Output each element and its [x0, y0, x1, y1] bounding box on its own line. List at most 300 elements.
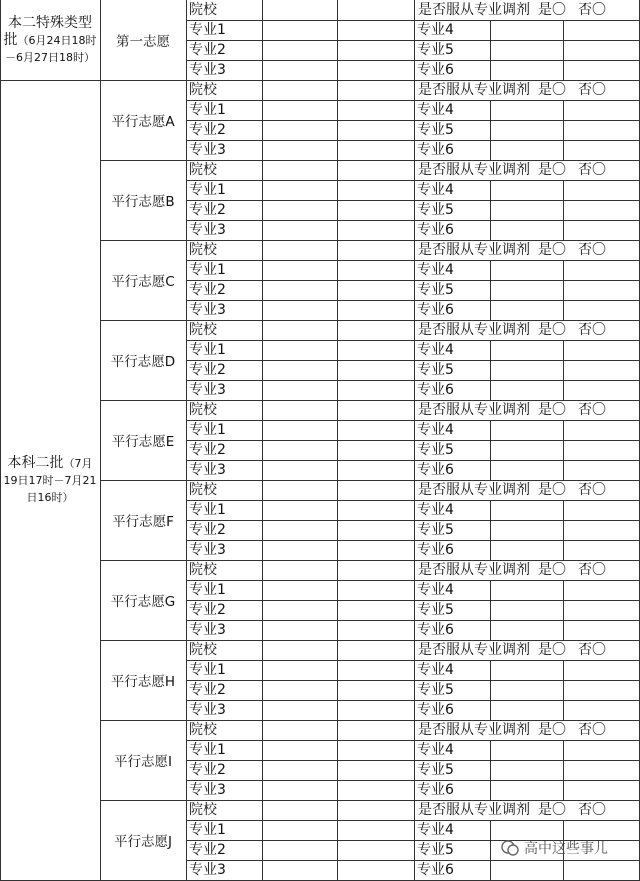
fill-in-cell[interactable]	[563, 780, 640, 800]
fill-in-cell[interactable]	[490, 500, 563, 520]
fill-in-cell[interactable]	[262, 760, 337, 780]
column-divider	[414, 600, 415, 620]
fill-in-cell[interactable]	[262, 680, 337, 700]
fill-in-cell[interactable]	[337, 700, 414, 720]
fill-in-cell[interactable]	[563, 280, 640, 300]
fill-in-cell[interactable]	[262, 0, 337, 20]
fill-in-cell[interactable]	[262, 480, 337, 500]
adjust-no-radio[interactable]: 否〇	[578, 482, 606, 498]
column-divider	[563, 600, 564, 620]
adjust-yes-radio[interactable]: 是〇	[538, 402, 566, 418]
fill-in-cell[interactable]	[490, 120, 563, 140]
column-divider	[563, 140, 564, 160]
column-divider	[262, 700, 263, 720]
fill-in-cell[interactable]	[490, 300, 563, 320]
fill-in-cell[interactable]	[563, 20, 640, 40]
adjust-question: 是否服从专业调剂	[418, 82, 530, 98]
fill-in-cell[interactable]	[262, 60, 337, 80]
row-label-school: 院校	[189, 322, 217, 338]
fill-in-cell[interactable]	[262, 520, 337, 540]
fill-in-cell[interactable]	[563, 700, 640, 720]
column-divider	[414, 160, 415, 180]
fill-in-cell[interactable]	[490, 580, 563, 600]
fill-in-cell[interactable]	[262, 80, 337, 100]
column-divider	[414, 820, 415, 840]
fill-in-cell[interactable]	[262, 500, 337, 520]
fill-in-cell[interactable]	[563, 580, 640, 600]
column-divider	[337, 760, 338, 780]
fill-in-cell[interactable]	[262, 320, 337, 340]
fill-in-cell[interactable]	[563, 820, 640, 840]
column-divider	[262, 100, 263, 120]
column-divider	[563, 180, 564, 200]
fill-in-cell[interactable]	[337, 460, 414, 480]
column-divider	[563, 200, 564, 220]
column-divider	[414, 240, 415, 260]
column-divider	[262, 560, 263, 580]
fill-in-cell[interactable]	[337, 140, 414, 160]
fill-in-cell[interactable]	[337, 420, 414, 440]
column-divider	[337, 260, 338, 280]
fill-in-cell[interactable]	[563, 380, 640, 400]
adjust-no-radio[interactable]: 否〇	[578, 162, 606, 178]
table-left-border	[0, 0, 1, 880]
fill-in-cell[interactable]	[262, 240, 337, 260]
column-divider	[414, 740, 415, 760]
fill-in-cell[interactable]	[337, 860, 414, 880]
batch-period: （7月19日17时－7月21日16时）	[3, 456, 97, 504]
adjust-option	[414, 720, 640, 740]
row-label-major3: 专业3	[189, 302, 226, 318]
row-label-major2: 专业2	[189, 522, 226, 538]
fill-in-cell[interactable]	[563, 340, 640, 360]
fill-in-cell[interactable]	[490, 700, 563, 720]
column-divider	[337, 180, 338, 200]
fill-in-cell[interactable]	[490, 380, 563, 400]
fill-in-cell[interactable]	[337, 400, 414, 420]
fill-in-cell[interactable]	[262, 120, 337, 140]
adjust-yes-radio[interactable]: 是〇	[538, 82, 566, 98]
row-label-major1: 专业1	[189, 102, 226, 118]
fill-in-cell[interactable]	[262, 460, 337, 480]
column-divider	[100, 0, 101, 880]
column-divider	[563, 820, 564, 840]
fill-in-cell[interactable]	[563, 360, 640, 380]
column-divider	[186, 0, 187, 880]
volunteer-name: 第一志愿	[116, 34, 170, 50]
fill-in-cell[interactable]	[490, 140, 563, 160]
fill-in-cell[interactable]	[262, 180, 337, 200]
row-label-major5: 专业5	[417, 762, 454, 778]
fill-in-cell[interactable]	[262, 160, 337, 180]
fill-in-cell[interactable]	[337, 0, 414, 20]
column-divider	[262, 440, 263, 460]
adjust-yes-radio[interactable]: 是〇	[538, 802, 566, 818]
column-divider	[490, 520, 491, 540]
adjust-option	[414, 560, 640, 580]
fill-in-cell[interactable]	[337, 360, 414, 380]
fill-in-cell[interactable]	[337, 600, 414, 620]
fill-in-cell[interactable]	[262, 280, 337, 300]
adjust-yes-radio[interactable]: 是〇	[538, 722, 566, 738]
row-label-major1: 专业1	[189, 182, 226, 198]
fill-in-cell[interactable]	[563, 620, 640, 640]
row-label-major1: 专业1	[189, 262, 226, 278]
fill-in-cell[interactable]	[262, 440, 337, 460]
fill-in-cell[interactable]	[262, 540, 337, 560]
fill-in-cell[interactable]	[337, 480, 414, 500]
adjust-no-radio[interactable]: 否〇	[578, 802, 606, 818]
fill-in-cell[interactable]	[563, 140, 640, 160]
column-divider	[262, 120, 263, 140]
fill-in-cell[interactable]	[563, 260, 640, 280]
adjust-yes-radio[interactable]: 是〇	[538, 642, 566, 658]
fill-in-cell[interactable]	[490, 440, 563, 460]
fill-in-cell[interactable]	[337, 640, 414, 660]
fill-in-cell[interactable]	[337, 220, 414, 240]
fill-in-cell[interactable]	[262, 820, 337, 840]
fill-in-cell[interactable]	[262, 560, 337, 580]
fill-in-cell[interactable]	[262, 420, 337, 440]
fill-in-cell[interactable]	[262, 700, 337, 720]
fill-in-cell[interactable]	[490, 180, 563, 200]
column-divider	[262, 40, 263, 60]
fill-in-cell[interactable]	[490, 340, 563, 360]
fill-in-cell[interactable]	[490, 40, 563, 60]
fill-in-cell[interactable]	[490, 200, 563, 220]
column-divider	[414, 460, 415, 480]
adjust-no-radio[interactable]: 否〇	[578, 2, 606, 18]
fill-in-cell[interactable]	[337, 160, 414, 180]
column-divider	[563, 300, 564, 320]
fill-in-cell[interactable]	[262, 400, 337, 420]
column-divider	[262, 800, 263, 820]
fill-in-cell[interactable]	[337, 120, 414, 140]
column-divider	[490, 360, 491, 380]
fill-in-cell[interactable]	[262, 260, 337, 280]
fill-in-cell[interactable]	[563, 680, 640, 700]
fill-in-cell[interactable]	[262, 200, 337, 220]
fill-in-cell[interactable]	[262, 600, 337, 620]
row-label-major5: 专业5	[417, 682, 454, 698]
fill-in-cell[interactable]	[337, 660, 414, 680]
fill-in-cell[interactable]	[262, 360, 337, 380]
fill-in-cell[interactable]	[262, 740, 337, 760]
fill-in-cell[interactable]	[563, 520, 640, 540]
adjust-yes-radio[interactable]: 是〇	[538, 322, 566, 338]
adjust-question: 是否服从专业调剂	[418, 802, 530, 818]
adjust-question: 是否服从专业调剂	[418, 562, 530, 578]
column-divider	[414, 340, 415, 360]
fill-in-cell[interactable]	[563, 600, 640, 620]
fill-in-cell[interactable]	[262, 20, 337, 40]
fill-in-cell[interactable]	[262, 220, 337, 240]
column-divider	[563, 20, 564, 40]
row-label-major4: 专业4	[417, 262, 454, 278]
fill-in-cell[interactable]	[337, 500, 414, 520]
row-label-major6: 专业6	[417, 382, 454, 398]
row-label-major4: 专业4	[417, 822, 454, 838]
fill-in-cell[interactable]	[490, 20, 563, 40]
fill-in-cell[interactable]	[337, 620, 414, 640]
adjust-no-radio[interactable]: 否〇	[578, 82, 606, 98]
column-divider	[490, 440, 491, 460]
column-divider	[414, 680, 415, 700]
row-label-major2: 专业2	[189, 602, 226, 618]
fill-in-cell[interactable]	[337, 340, 414, 360]
fill-in-cell[interactable]	[337, 780, 414, 800]
column-divider	[490, 780, 491, 800]
fill-in-cell[interactable]	[262, 840, 337, 860]
volunteer-name: 平行志愿F	[112, 514, 174, 530]
column-divider	[414, 540, 415, 560]
fill-in-cell[interactable]	[563, 60, 640, 80]
fill-in-cell[interactable]	[262, 300, 337, 320]
fill-in-cell[interactable]	[337, 380, 414, 400]
fill-in-cell[interactable]	[337, 580, 414, 600]
row-label-major5: 专业5	[417, 442, 454, 458]
fill-in-cell[interactable]	[563, 200, 640, 220]
column-divider	[414, 60, 415, 80]
adjust-no-radio[interactable]: 否〇	[578, 402, 606, 418]
fill-in-cell[interactable]	[490, 420, 563, 440]
column-divider	[262, 60, 263, 80]
column-divider	[563, 120, 564, 140]
column-divider	[262, 500, 263, 520]
fill-in-cell[interactable]	[563, 760, 640, 780]
fill-in-cell[interactable]	[337, 560, 414, 580]
fill-in-cell[interactable]	[337, 680, 414, 700]
fill-in-cell[interactable]	[337, 280, 414, 300]
fill-in-cell[interactable]	[337, 240, 414, 260]
adjust-yes-radio[interactable]: 是〇	[538, 242, 566, 258]
column-divider	[414, 100, 415, 120]
column-divider	[414, 40, 415, 60]
column-divider	[490, 340, 491, 360]
row-label-major2: 专业2	[189, 362, 226, 378]
fill-in-cell[interactable]	[490, 460, 563, 480]
fill-in-cell[interactable]	[337, 180, 414, 200]
fill-in-cell[interactable]	[337, 820, 414, 840]
row-label-major4: 专业4	[417, 502, 454, 518]
fill-in-cell[interactable]	[262, 340, 337, 360]
fill-in-cell[interactable]	[262, 140, 337, 160]
fill-in-cell[interactable]	[337, 300, 414, 320]
column-divider	[563, 520, 564, 540]
column-divider	[262, 20, 263, 40]
fill-in-cell[interactable]	[262, 620, 337, 640]
fill-in-cell[interactable]	[563, 660, 640, 680]
fill-in-cell[interactable]	[490, 780, 563, 800]
fill-in-cell[interactable]	[563, 40, 640, 60]
adjust-yes-radio[interactable]: 是〇	[538, 482, 566, 498]
fill-in-cell[interactable]	[337, 720, 414, 740]
column-divider	[337, 340, 338, 360]
fill-in-cell[interactable]	[337, 60, 414, 80]
column-divider	[337, 0, 338, 20]
row-label-major3: 专业3	[189, 222, 226, 238]
fill-in-cell[interactable]	[337, 100, 414, 120]
fill-in-cell[interactable]	[490, 520, 563, 540]
column-divider	[337, 680, 338, 700]
fill-in-cell[interactable]	[490, 540, 563, 560]
column-divider	[414, 440, 415, 460]
row-label-major5: 专业5	[417, 522, 454, 538]
row-label-major3: 专业3	[189, 622, 226, 638]
fill-in-cell[interactable]	[262, 100, 337, 120]
fill-in-cell[interactable]	[262, 640, 337, 660]
row-label-major1: 专业1	[189, 22, 226, 38]
row-label-major2: 专业2	[189, 762, 226, 778]
row-label-major4: 专业4	[417, 662, 454, 678]
column-divider	[262, 600, 263, 620]
adjust-yes-radio[interactable]: 是〇	[538, 2, 566, 18]
fill-in-cell[interactable]	[262, 780, 337, 800]
row-label-major6: 专业6	[417, 62, 454, 78]
fill-in-cell[interactable]	[337, 80, 414, 100]
fill-in-cell[interactable]	[262, 380, 337, 400]
fill-in-cell[interactable]	[337, 20, 414, 40]
column-divider	[262, 280, 263, 300]
fill-in-cell[interactable]	[262, 580, 337, 600]
column-divider	[490, 260, 491, 280]
fill-in-cell[interactable]	[490, 280, 563, 300]
column-divider	[563, 280, 564, 300]
column-divider	[563, 340, 564, 360]
fill-in-cell[interactable]	[337, 840, 414, 860]
column-divider	[262, 80, 263, 100]
fill-in-cell[interactable]	[563, 220, 640, 240]
fill-in-cell[interactable]	[337, 800, 414, 820]
column-divider	[414, 520, 415, 540]
fill-in-cell[interactable]	[490, 360, 563, 380]
column-divider	[337, 640, 338, 660]
row-label-major2: 专业2	[189, 842, 226, 858]
adjust-no-radio[interactable]: 否〇	[578, 562, 606, 578]
fill-in-cell[interactable]	[563, 740, 640, 760]
fill-in-cell[interactable]	[563, 460, 640, 480]
fill-in-cell[interactable]	[563, 420, 640, 440]
fill-in-cell[interactable]	[490, 620, 563, 640]
column-divider	[414, 480, 415, 500]
fill-in-cell[interactable]	[337, 440, 414, 460]
fill-in-cell[interactable]	[490, 680, 563, 700]
fill-in-cell[interactable]	[563, 100, 640, 120]
fill-in-cell[interactable]	[337, 760, 414, 780]
fill-in-cell[interactable]	[563, 540, 640, 560]
fill-in-cell[interactable]	[563, 120, 640, 140]
column-divider	[490, 300, 491, 320]
fill-in-cell[interactable]	[490, 660, 563, 680]
batch-period: （6月24日18时－6月27日18时）	[5, 33, 97, 64]
volunteer-name: 平行志愿C	[111, 274, 175, 290]
adjust-option	[414, 240, 640, 260]
fill-in-cell[interactable]	[490, 220, 563, 240]
column-divider	[262, 260, 263, 280]
fill-in-cell[interactable]	[490, 820, 563, 840]
column-divider	[337, 700, 338, 720]
row-label-major6: 专业6	[417, 302, 454, 318]
fill-in-cell[interactable]	[490, 260, 563, 280]
fill-in-cell[interactable]	[337, 740, 414, 760]
fill-in-cell[interactable]	[337, 260, 414, 280]
column-divider	[262, 820, 263, 840]
column-divider	[490, 180, 491, 200]
row-label-major6: 专业6	[417, 622, 454, 638]
adjust-yes-radio[interactable]: 是〇	[538, 562, 566, 578]
volunteer-name: 平行志愿B	[111, 194, 175, 210]
row-label-major5: 专业5	[417, 202, 454, 218]
column-divider	[490, 500, 491, 520]
fill-in-cell[interactable]	[337, 200, 414, 220]
fill-in-cell[interactable]	[490, 760, 563, 780]
column-divider	[262, 380, 263, 400]
fill-in-cell[interactable]	[262, 860, 337, 880]
column-divider	[337, 80, 338, 100]
column-divider	[262, 160, 263, 180]
fill-in-cell[interactable]	[337, 520, 414, 540]
column-divider	[563, 500, 564, 520]
column-divider	[414, 80, 415, 100]
column-divider	[563, 60, 564, 80]
fill-in-cell[interactable]	[337, 320, 414, 340]
row-label-major4: 专业4	[417, 422, 454, 438]
fill-in-cell[interactable]	[563, 860, 640, 880]
adjust-yes-radio[interactable]: 是〇	[538, 162, 566, 178]
row-label-school: 院校	[189, 722, 217, 738]
fill-in-cell[interactable]	[337, 540, 414, 560]
row-label-major4: 专业4	[417, 742, 454, 758]
fill-in-cell[interactable]	[490, 100, 563, 120]
adjust-question: 是否服从专业调剂	[418, 2, 530, 18]
column-divider	[337, 600, 338, 620]
fill-in-cell[interactable]	[490, 600, 563, 620]
fill-in-cell[interactable]	[563, 300, 640, 320]
column-divider	[414, 560, 415, 580]
column-divider	[337, 780, 338, 800]
watermark-text: 高中这些事儿	[524, 841, 608, 857]
column-divider	[337, 100, 338, 120]
adjust-option	[414, 640, 640, 660]
adjust-no-radio[interactable]: 否〇	[578, 242, 606, 258]
fill-in-cell[interactable]	[490, 60, 563, 80]
row-label-major4: 专业4	[417, 182, 454, 198]
fill-in-cell[interactable]	[563, 180, 640, 200]
fill-in-cell[interactable]	[262, 720, 337, 740]
column-divider	[490, 100, 491, 120]
adjust-no-radio[interactable]: 否〇	[578, 322, 606, 338]
row-label-major4: 专业4	[417, 22, 454, 38]
fill-in-cell[interactable]	[262, 800, 337, 820]
column-divider	[414, 840, 415, 860]
adjust-no-radio[interactable]: 否〇	[578, 722, 606, 738]
column-divider	[490, 760, 491, 780]
fill-in-cell[interactable]	[563, 440, 640, 460]
volunteer-name: 平行志愿J	[114, 834, 172, 850]
fill-in-cell[interactable]	[490, 740, 563, 760]
fill-in-cell[interactable]	[337, 40, 414, 60]
fill-in-cell[interactable]	[563, 500, 640, 520]
fill-in-cell[interactable]	[490, 860, 563, 880]
fill-in-cell[interactable]	[262, 40, 337, 60]
column-divider	[414, 400, 415, 420]
column-divider	[414, 700, 415, 720]
fill-in-cell[interactable]	[262, 660, 337, 680]
adjust-option	[414, 400, 640, 420]
row-label-major6: 专业6	[417, 782, 454, 798]
adjust-no-radio[interactable]: 否〇	[578, 642, 606, 658]
column-divider	[262, 140, 263, 160]
